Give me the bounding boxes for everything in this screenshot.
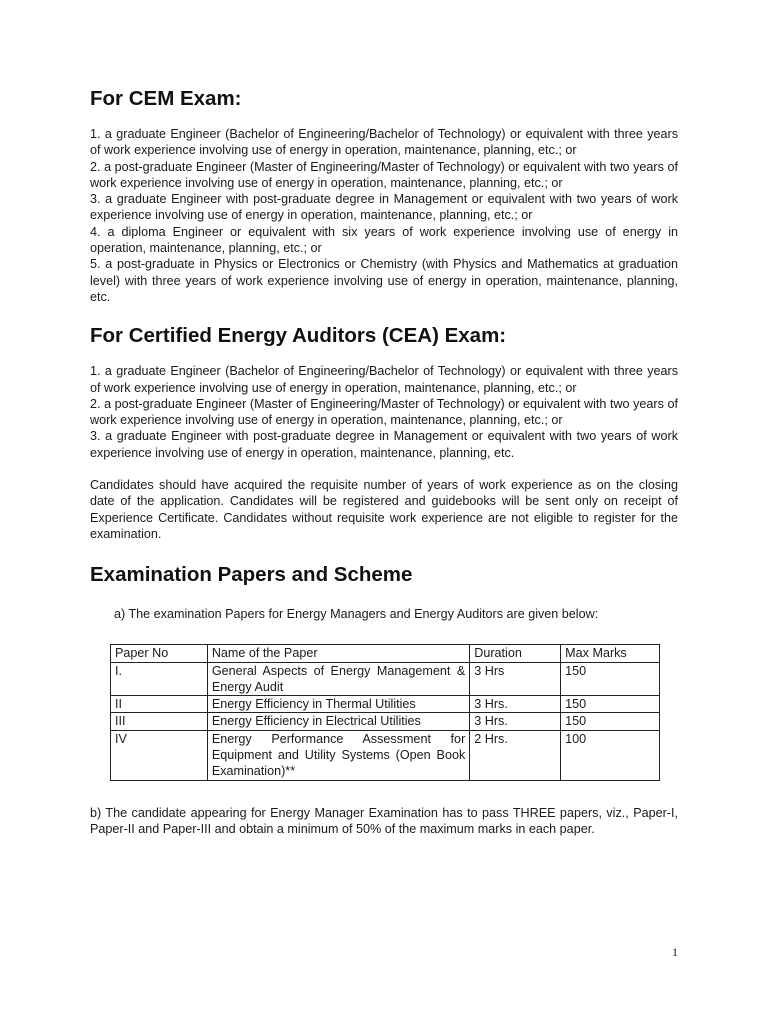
cell-max-marks: 100 xyxy=(561,730,660,780)
table-header-row xyxy=(111,645,660,662)
cell-paper-no: I. xyxy=(111,662,208,696)
experience-note: Candidates should have acquired the requisite number of years of work experience as on the closing date of the application. Candidates will be registered and guidebooks will be sent only on receipt of Experience Certificate. Candidates without requisite work experience are not eligible to register for the examination. xyxy=(90,478,678,541)
cem-item-3: 3. a graduate Engineer with post-graduate degree in Management or equivalent with two years of work experience involving use of energy in operation, maintenance, planning, etc.; or xyxy=(90,192,678,223)
table-row xyxy=(111,696,660,713)
document-page xyxy=(90,86,678,837)
cell-duration: 3 Hrs. xyxy=(470,713,561,730)
cell-paper-name: Energy Efficiency in Electrical Utilities xyxy=(207,713,469,730)
cem-item-1: 1. a graduate Engineer (Bachelor of Engineering/Bachelor of Technology) or equivalent with three years of work experience involving use of energy in operation, maintenance, planning, etc.; or xyxy=(90,127,678,158)
papers-table xyxy=(110,644,660,780)
table-row xyxy=(111,730,660,780)
cem-item-4: 4. a diploma Engineer or equivalent with six years of work experience involving use of energy in operation, maintenance, planning, etc.; or xyxy=(90,224,678,256)
cem-item-2: 2. a post-graduate Engineer (Master of Engineering/Master of Technology) or equivalent with two years of work experience involving use of energy in operation, maintenance, planning, etc.; or xyxy=(90,159,678,190)
cell-paper-no: II xyxy=(111,696,208,713)
page-number: 1 xyxy=(672,945,678,959)
cell-max-marks: 150 xyxy=(561,662,660,696)
header-paper-name: Name of the Paper xyxy=(207,645,469,662)
cell-paper-name: General Aspects of Energy Management & Energy Audit xyxy=(207,662,469,696)
cea-item-3: 3. a graduate Engineer with post-graduate degree in Management or equivalent with two years of work experience involving use of energy in operation, maintenance, planning, etc. xyxy=(90,429,678,460)
header-max-marks: Max Marks xyxy=(561,645,660,662)
cem-item-5: 5. a post-graduate in Physics or Electronics or Chemistry (with Physics and Mathematics at graduation level) with three years of work experience involving use of energy in operation, maintenance, planning, etc. xyxy=(90,257,678,304)
header-duration: Duration xyxy=(470,645,561,662)
cell-duration: 3 Hrs xyxy=(470,662,561,696)
cell-duration: 3 Hrs. xyxy=(470,696,561,713)
cell-max-marks: 150 xyxy=(561,713,660,730)
cea-item-1: 1. a graduate Engineer (Bachelor of Engineering/Bachelor of Technology) or equivalent with three years of work experience involving use of energy in operation, maintenance, planning, etc.; or xyxy=(90,364,678,395)
cea-heading: For Certified Energy Auditors (CEA) Exam: xyxy=(90,324,507,348)
part-b-text: b) The candidate appearing for Energy Manager Examination has to pass THREE papers, viz., Paper-I, Paper-II and Paper-III and obtain a minimum of 50% of the maximum marks in each paper. xyxy=(90,805,678,836)
cea-item-2: 2. a post-graduate Engineer (Master of Engineering/Master of Technology) or equivalent with two years of work experience involving use of energy in operation, maintenance, planning, etc.; or xyxy=(90,396,678,428)
cell-paper-name: Energy Efficiency in Thermal Utilities xyxy=(207,696,469,713)
cem-heading: For CEM Exam: xyxy=(90,87,242,110)
cell-paper-no: III xyxy=(111,713,208,730)
scheme-heading: Examination Papers and Scheme xyxy=(90,563,413,587)
table-row xyxy=(111,713,660,730)
cell-duration: 2 Hrs. xyxy=(470,730,561,780)
cell-max-marks: 150 xyxy=(561,696,660,713)
cell-paper-name: Energy Performance Assessment for Equipment and Utility Systems (Open Book Examination)** xyxy=(207,730,469,780)
table-row xyxy=(111,662,660,696)
scheme-intro: a) The examination Papers for Energy Managers and Energy Auditors are given below: xyxy=(114,607,599,622)
cell-paper-no: IV xyxy=(111,730,208,780)
header-paper-no: Paper No xyxy=(111,645,208,662)
